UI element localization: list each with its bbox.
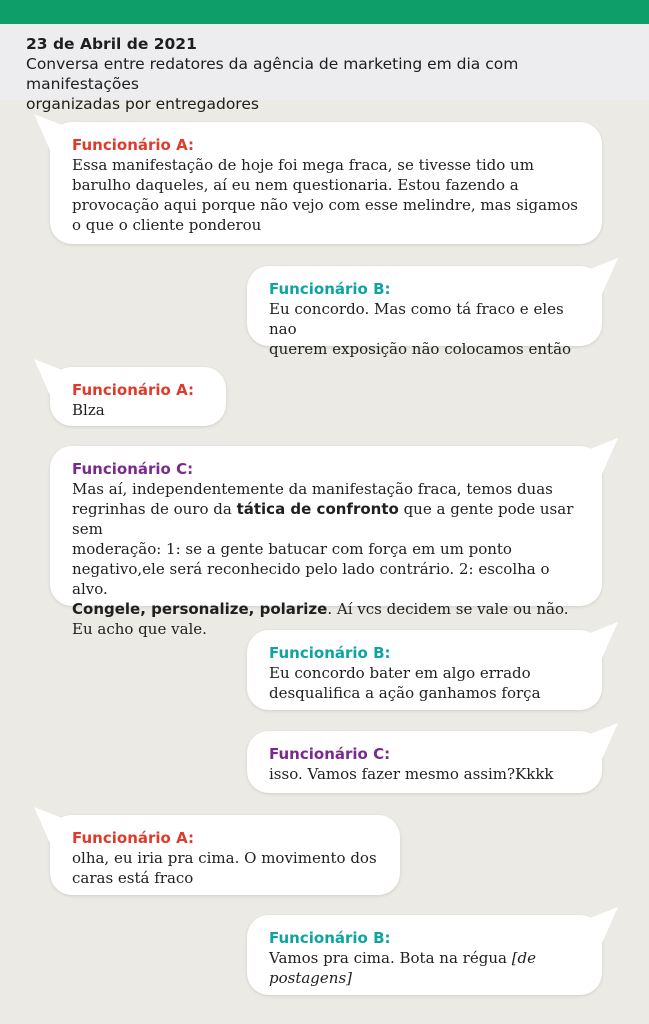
message-line: desqualifica a ação ganhamos força xyxy=(269,684,541,702)
message-bold-text: tática de confronto xyxy=(236,500,399,518)
top-accent-bar xyxy=(0,0,649,24)
message-bubble-a-1 xyxy=(50,122,602,244)
message-line xyxy=(269,968,580,988)
message-bubble-b-2 xyxy=(247,630,602,710)
header-date: 23 de Abril de 2021 xyxy=(26,35,197,53)
message-bubble-c-1 xyxy=(50,446,602,638)
message-line: Essa manifestação de hoje foi mega fraca, se tivesse tido um xyxy=(72,156,534,174)
message-line: Mas aí, independentemente da manifestação fraca, temos duas xyxy=(72,480,553,498)
message-line: Eu concordo. Mas como tá fraco e eles nao xyxy=(269,300,564,338)
message-text: Vamos pra cima. Bota na régua xyxy=(269,949,512,967)
message-line: Eu acho que vale. xyxy=(72,620,207,638)
message-line xyxy=(72,599,580,619)
speaker-label: Funcionário C: xyxy=(72,460,194,478)
bubble-tail xyxy=(34,114,66,150)
message-bubble-a-2 xyxy=(50,367,226,426)
speaker-label: Funcionário B: xyxy=(269,644,391,662)
speaker-label: Funcionário A: xyxy=(72,136,194,154)
message-text: que a gente pode usar sem xyxy=(72,500,574,538)
message-line: provocação aqui porque não vejo com esse melindre, mas sigamos xyxy=(72,196,578,214)
header-description-line-1: Conversa entre redatores da agência de marketing em dia com manifestações xyxy=(26,55,519,93)
message-line: querem exposição não colocamos então xyxy=(269,340,572,358)
message-line xyxy=(72,499,580,539)
message-line: Blza xyxy=(72,401,105,419)
message-text: regrinhas de ouro da xyxy=(72,500,237,518)
bubble-tail xyxy=(586,622,618,658)
message-line: Eu concordo bater em algo errado xyxy=(269,664,531,682)
message-line: olha, eu iria pra cima. O movimento dos xyxy=(72,849,377,867)
bubble-tail xyxy=(586,907,618,943)
message-line: barulho daqueles, aí eu nem questionaria. Estou fazendo a xyxy=(72,176,519,194)
message-italic-text: [de xyxy=(511,949,537,967)
speaker-label: Funcionário A: xyxy=(72,381,194,399)
header-description-line-2: organizadas por entregadores xyxy=(26,95,259,113)
message-bubble-b-1 xyxy=(247,266,602,358)
header xyxy=(0,24,649,113)
speaker-label: Funcionário A: xyxy=(72,829,194,847)
message-line: negativo,ele será reconhecido pelo lado contrário. 2: escolha o alvo. xyxy=(72,560,550,598)
message-text: . Aí vcs decidem se vale ou não. xyxy=(327,600,569,618)
message-italic-text: postagens] xyxy=(269,969,352,987)
message-line: o que o cliente ponderou xyxy=(72,216,262,234)
bubble-tail xyxy=(586,438,618,474)
message-line xyxy=(269,948,580,968)
bubble-tail xyxy=(586,258,618,294)
bubble-tail xyxy=(34,359,66,395)
message-bubble-c-2 xyxy=(247,731,602,793)
message-bubble-a-3 xyxy=(50,815,400,895)
bubble-tail xyxy=(34,807,66,843)
message-bold-text: Congele, personalize, polarize xyxy=(72,600,328,618)
bubble-tail xyxy=(586,723,618,759)
message-line: isso. Vamos fazer mesmo assim?Kkkk xyxy=(269,765,554,783)
speaker-label: Funcionário B: xyxy=(269,929,391,947)
speaker-label: Funcionário B: xyxy=(269,280,391,298)
speaker-label: Funcionário C: xyxy=(269,745,391,763)
message-bubble-b-3 xyxy=(247,915,602,995)
message-line: moderação: 1: se a gente batucar com força em um ponto xyxy=(72,540,512,558)
message-line: caras está fraco xyxy=(72,869,194,887)
